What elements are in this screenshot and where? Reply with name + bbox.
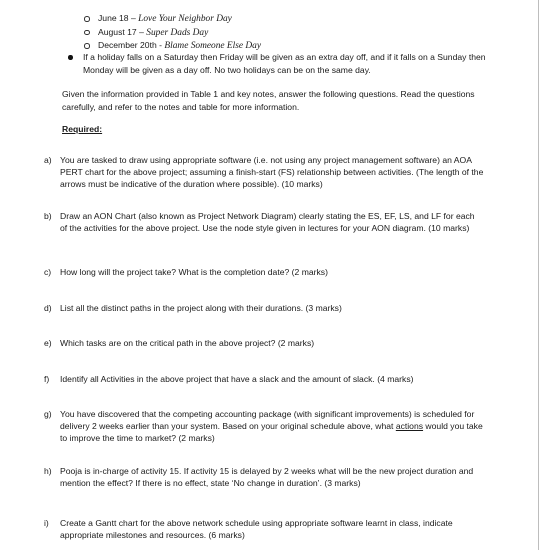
question-label: b): [44, 211, 52, 221]
hollow-bullet-icon: [84, 30, 90, 36]
question-label: d): [44, 303, 52, 313]
question-item: [44, 210, 484, 234]
question-item: [44, 408, 484, 445]
holiday-date: June 18 –: [98, 13, 139, 23]
list-item: [82, 26, 261, 40]
question-label: h): [44, 466, 52, 476]
holiday-rule-item: [68, 51, 488, 76]
question-text-part: You have discovered that the competing accounting package (with significant improvements) is scheduled for delivery 2 weeks earlier than your system. Based on your original schedule above, what: [60, 409, 475, 432]
holiday-date: December 20th -: [98, 40, 165, 50]
required-heading: Required:: [62, 124, 103, 134]
holiday-name: Blame Someone Else Day: [164, 41, 261, 51]
page-edge-rule: [538, 0, 539, 550]
underlined-word: actions: [395, 421, 424, 432]
question-item: [44, 302, 484, 314]
question-text: [44, 408, 484, 445]
question-text: Which tasks are on the critical path in the above project? (2 marks): [60, 338, 315, 348]
question-text: Create a Gantt chart for the above network schedule using appropriate software learnt in class, indicate appropriate milestones and resources. (6 marks): [60, 518, 453, 541]
holiday-list: [82, 12, 261, 53]
question-text: Draw an AON Chart (also known as Project Network Diagram) clearly stating the ES, EF, LS, and LF for each of the activities for the above project. Use the node style given in lectures for your AON diagram. (10 marks): [60, 211, 475, 234]
question-label: f): [44, 374, 50, 384]
question-text-part: would you take to improve the time to market? (2 marks): [60, 421, 483, 444]
filled-bullet-icon: [68, 55, 73, 60]
instructions-paragraph: Given the information provided in Table 1 and key notes, answer the following questions. Read the questions carefully, and refer to the notes and table for more information.: [62, 89, 475, 112]
question-text: Pooja is in-charge of activity 15. If activity 15 is delayed by 2 weeks what will be the new project duration and mention the effect? If there is no effect, state ‘No change in duration’. (3 marks): [60, 466, 474, 489]
question-item: [44, 517, 484, 541]
question-item: [44, 373, 484, 385]
question-item: [44, 154, 484, 191]
question-label: e): [44, 338, 52, 348]
question-text: How long will the project take? What is the completion date? (2 marks): [60, 267, 328, 277]
question-text: List all the distinct paths in the project along with their durations. (3 marks): [60, 303, 342, 313]
question-item: [44, 465, 484, 489]
list-item: [82, 12, 261, 26]
hollow-bullet-icon: [84, 16, 90, 22]
question-text: Identify all Activities in the above project that have a slack and the amount of slack. (4 marks): [60, 374, 414, 384]
question-label: g): [44, 409, 52, 419]
holiday-rule-text: If a holiday falls on a Saturday then Friday will be given as an extra day off, and if it falls on a Sunday then Monday will be given as a day off. No two holidays can be on the same day.: [83, 52, 486, 75]
hollow-bullet-icon: [84, 43, 90, 49]
question-item: [44, 337, 484, 349]
question-item: [44, 266, 484, 278]
question-text: You are tasked to draw using appropriate software (i.e. not using any project management software) an AOA PERT chart for the above project; assuming a finish-start (FS) relationship between activities. (The length of the arrows must be indicative of the duration where possible). (10 marks): [60, 155, 484, 190]
holiday-date: August 17 –: [98, 26, 147, 37]
question-label: i): [44, 518, 49, 528]
holiday-name: Super Dads Day: [146, 27, 209, 38]
question-label: c): [44, 267, 52, 277]
question-label: a): [44, 155, 52, 165]
holiday-name: Love Your Neighbor Day: [138, 14, 232, 24]
